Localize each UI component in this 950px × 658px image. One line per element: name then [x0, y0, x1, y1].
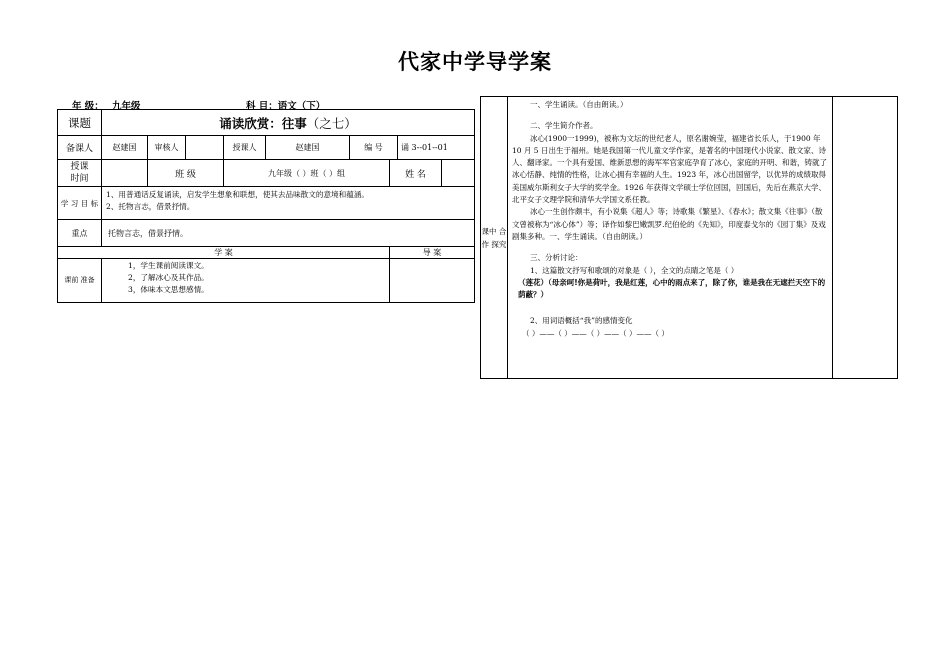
goals-cell: [102, 187, 475, 220]
section-2: 二、学生简介作者。: [530, 121, 598, 131]
lesson-title-cell: [102, 110, 475, 136]
cooperative-inquiry-table: [480, 96, 898, 379]
time-value: [102, 160, 148, 187]
teacher-label: 授课人: [224, 136, 266, 160]
class-value: 九年级（ ）班（ ）组: [224, 160, 390, 187]
teacher-value: 赵建国: [266, 136, 350, 160]
reviewer-value: [186, 136, 224, 160]
number-label: 编 号: [350, 136, 398, 160]
question-2-blanks: （ ）——（ ）——（ ）——（ ）——（ ）: [522, 328, 669, 338]
inquiry-label: 课中 合作 探究: [481, 97, 508, 379]
prep-item: 1，学生课前阅读课文。: [128, 261, 209, 270]
goal-item: 2、托物言志，借景抒情。: [106, 202, 195, 211]
inquiry-content: [508, 97, 833, 379]
prep-item: 3，体味本文思想感情。: [128, 285, 209, 294]
topic-label: 课题: [58, 110, 102, 136]
section-3: 三、分析讨论：: [530, 253, 583, 263]
time-label: 授课 时间: [58, 160, 102, 187]
preparer-label: 备课人: [58, 136, 102, 160]
class-label: 班 级: [148, 160, 224, 187]
goal-item: 1、用普通话反复诵读，启发学生想象和联想，使其去品味散文的意境和蕴涵。: [106, 190, 370, 199]
grade-label: 年 级：: [72, 101, 104, 112]
key-label: 重点: [58, 220, 102, 247]
prep-guide-cell: [390, 259, 475, 303]
lesson-title: 诵读欣赏：往事: [219, 115, 307, 131]
name-value: [442, 160, 475, 187]
key-value: 托物言志，借景抒情。: [102, 220, 475, 247]
lesson-subtitle: （之七）: [306, 115, 357, 131]
preparer-value: 赵建国: [102, 136, 148, 160]
author-works: 冰心一生创作颇丰，有小说集《超人》等；诗歌集《繁星》、《春水》；散文集《往事》（散文曾被称为“冰心体”）等；译作如黎巴嫩凯罗.纪伯伦的《先知》，印度泰戈尔的《园丁集》及戏剧集多种。一、学生诵读。（自由朗读。）: [512, 207, 826, 241]
inquiry-guide-cell: [833, 97, 898, 379]
col-study-header: 学 案: [58, 247, 390, 259]
goals-label: 学 习 目 标: [58, 187, 102, 220]
grade-value: 九年级: [112, 101, 141, 112]
name-label: 姓 名: [390, 160, 442, 187]
prep-label: 课前 准备: [58, 259, 102, 303]
author-bio: 冰心(1900一1999)，被称为文坛的世纪老人，原名谢婉莹，福建省长乐人，于1900 年 10 月 5 日出生于福州。她是我国第一代儿童文学作家，是著名的中国现代小说家、散文家、诗人、翻译家。一个具有爱国、维新思想的海军军官家庭孕育了冰心，家庭的开明、和谐，铸就了冰心恬静、纯情的性格，让冰心拥有幸福的人生。1923 年，冰心出国留学，以优异的成绩取得美国威尔斯利女子大学的奖学金。1926 年获得文学硕士学位回国，回国后，先后在燕京大学、北平女子文理学院和清华大学国文系任教。: [512, 133, 827, 205]
col-guide-header: 导 案: [390, 247, 475, 259]
prep-item: 2，了解冰心及其作品。: [128, 273, 209, 282]
section-1: 一、学生诵读。（自由朗读。）: [530, 100, 628, 109]
question-1-answer: （莲花）（母亲呵!你是荷叶，我是红莲，心中的雨点来了，除了你，谁是我在无遮拦天空下的荫蔽？）: [518, 277, 826, 300]
prep-cell: [102, 259, 390, 303]
question-1: 1、这篇散文抒写和歌颂的对象是（ ），全文的点睛之笔是（ ）: [530, 265, 739, 275]
number-value: 诵 3--01--01: [398, 136, 475, 160]
subject-label: 科 目：语文（下）: [246, 101, 326, 112]
reviewer-label: 审核人: [148, 136, 186, 160]
page-title: 代家中学导学案: [398, 50, 552, 74]
question-2: 2、用词语概括“我”的感情变化: [530, 316, 633, 326]
lesson-info-table: [57, 109, 475, 303]
